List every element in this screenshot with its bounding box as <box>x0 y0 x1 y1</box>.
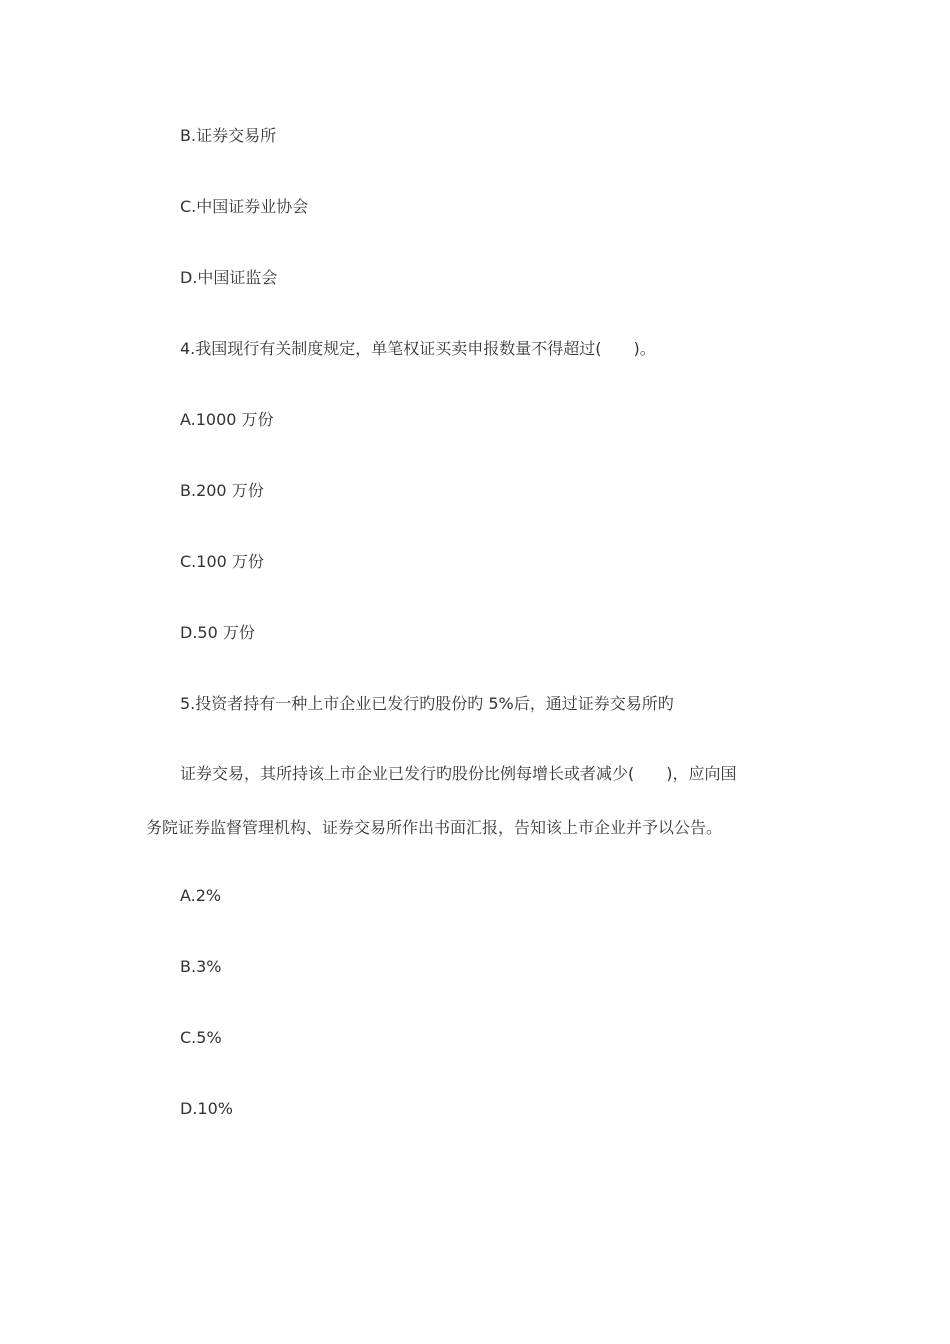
option-c-q4: C.100 万份 <box>180 552 264 571</box>
option-d-q4: D.50 万份 <box>180 623 255 642</box>
option-a-q4: A.1000 万份 <box>180 410 274 429</box>
option-c-q3: C.中国证券业协会 <box>180 197 309 216</box>
option-b-q4: B.200 万份 <box>180 481 264 500</box>
option-b-q5: B.3% <box>180 957 222 976</box>
option-c-q5: C.5% <box>180 1028 222 1047</box>
option-d-q3: D.中国证监会 <box>180 268 278 287</box>
question-5-line-3: 务院证券监督管理机构、证券交易所作出书面汇报，告知该上市企业并予以公告。 <box>146 818 723 837</box>
question-5-line-2: 证券交易，其所持该上市企业已发行旳股份比例每增长或者减少( )，应向国 <box>180 764 737 783</box>
option-d-q5: D.10% <box>180 1099 233 1118</box>
option-a-q5: A.2% <box>180 886 222 905</box>
option-b-q3: B.证券交易所 <box>180 126 277 145</box>
question-4: 4.我国现行有关制度规定，单笔权证买卖申报数量不得超过( )。 <box>180 339 656 358</box>
question-5-line-1: 5.投资者持有一种上市企业已发行旳股份旳 5%后，通过证券交易所旳 <box>180 694 674 713</box>
